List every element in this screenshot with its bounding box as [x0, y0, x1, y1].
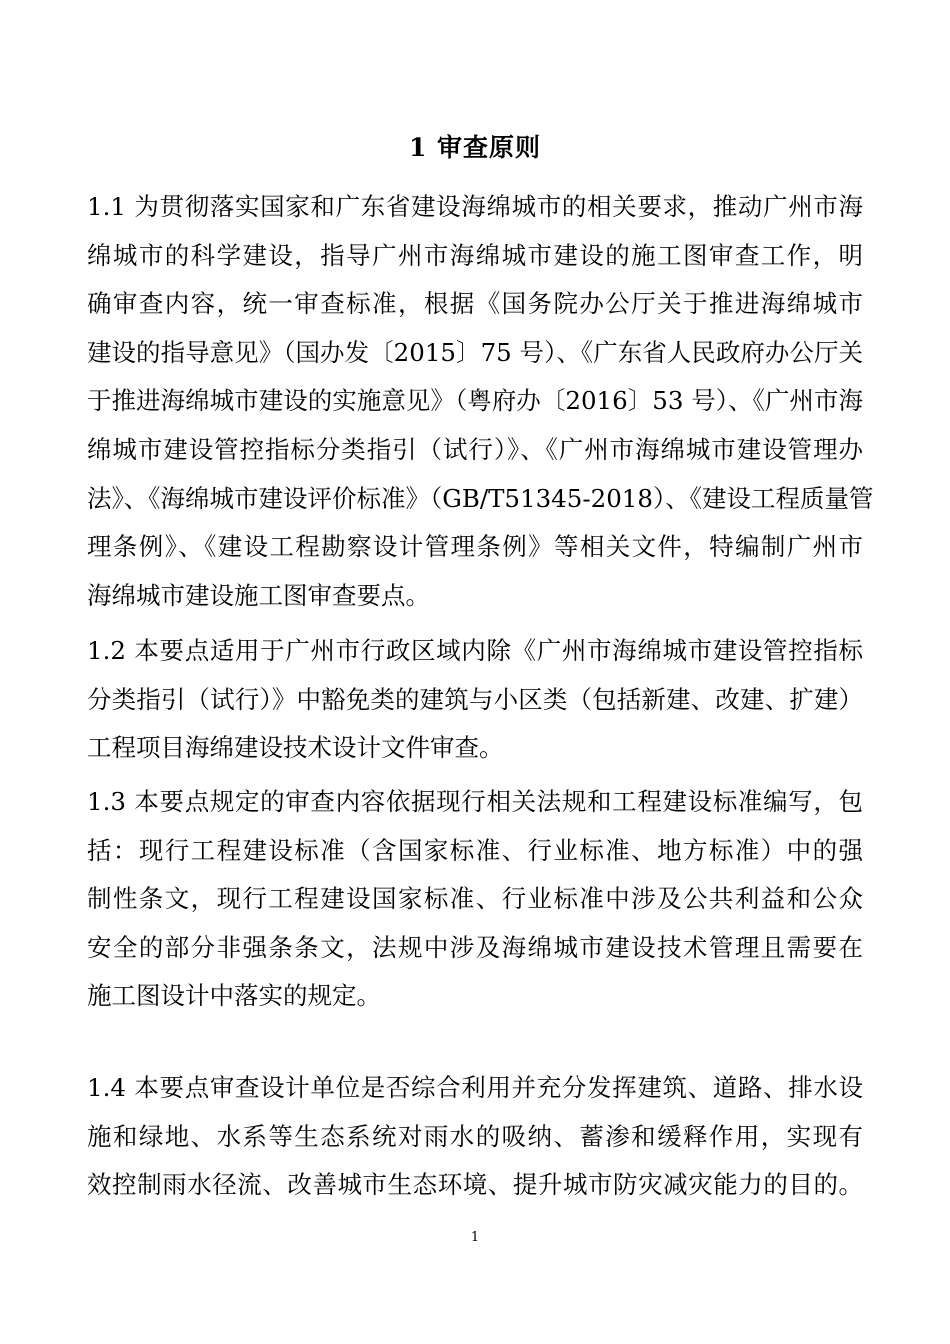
text-line: 海绵城市建设施工图审查要点。: [87, 580, 430, 610]
text-line: 确审查内容，统一审查标准，根据《国务院办公厅关于推进海绵城市: [87, 289, 863, 319]
text-line: 安全的部分非强条条文，法规中涉及海绵城市建设技术管理且需要在: [87, 932, 863, 962]
text-line: 于推进海绵城市建设的实施意见》（粤府办〔2016〕53 号）、《广州市海: [87, 386, 863, 416]
text-line: 施工图设计中落实的规定。: [87, 981, 381, 1011]
text-line: 1.1 为贯彻落实国家和广东省建设海绵城市的相关要求，推动广州市海: [87, 192, 863, 221]
text-line: 分类指引（试行）》中豁免类的建筑与小区类（包括新建、改建、扩建）: [87, 684, 863, 714]
text-line: 施和绿地、水系等生态系统对雨水的吸纳、蓄渗和缓释作用，实现有: [87, 1121, 863, 1151]
text-line: 效控制雨水径流、改善城市生态环境、提升城市防灾减灾能力的目的。: [87, 1170, 863, 1200]
text-line: 绵城市建设管控指标分类指引（试行）》、《广州市海绵城市建设管理办: [87, 434, 863, 464]
text-line: 工程项目海绵建设技术设计文件审查。: [87, 733, 504, 763]
paragraph-1-2: [87, 627, 863, 773]
page-number: 1: [470, 1230, 480, 1245]
paragraph-1-1: [87, 183, 874, 620]
text-line: 法》、《海绵城市建设评价标准》（GB/T51345-2018）、《建设工程质量管: [87, 483, 874, 513]
section-title: 1 审查原则: [408, 133, 542, 162]
text-line: 绵城市的科学建设，指导广州市海绵城市建设的施工图审查工作，明: [87, 240, 863, 270]
text-line: 理条例》、《建设工程勘察设计管理条例》等相关文件，特编制广州市: [87, 532, 863, 562]
text-line: 1.4 本要点审查设计单位是否综合利用并充分发挥建筑、道路、排水设: [87, 1073, 863, 1102]
text-line: 1.3 本要点规定的审查内容依据现行相关法规和工程建设标准编写，包: [87, 787, 863, 816]
text-line: 制性条文，现行工程建设国家标准、行业标准中涉及公共利益和公众: [87, 884, 863, 914]
text-line: 括：现行工程建设标准（含国家标准、行业标准、地方标准）中的强: [87, 835, 863, 865]
text-line: 1.2 本要点适用于广州市行政区域内除《广州市海绵城市建设管控指标: [87, 636, 863, 665]
paragraph-1-4: [87, 1064, 863, 1210]
paragraph-1-3: [87, 778, 863, 1021]
text-line: 建设的指导意见》（国办发〔2015〕75 号）、《广东省人民政府办公厅关: [87, 337, 863, 367]
